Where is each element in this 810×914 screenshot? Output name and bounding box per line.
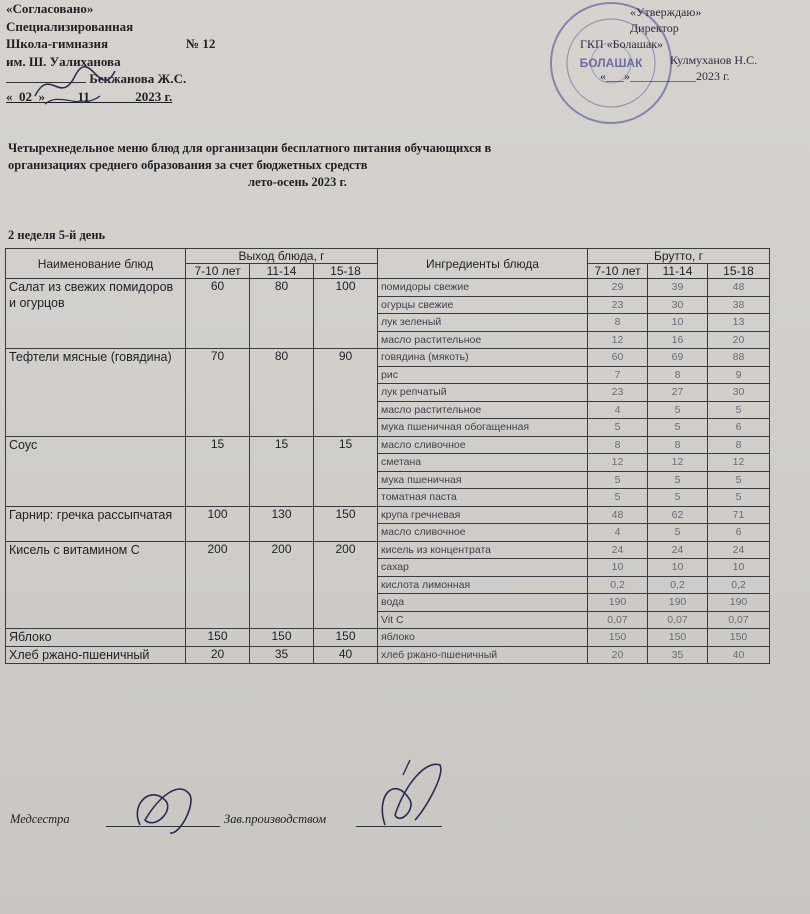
ingredient-gross-3: 12 [708, 454, 770, 472]
production-signature [355, 755, 455, 835]
ingredient-name: сметана [378, 454, 588, 472]
header-gross-age-1: 7-10 лет [588, 264, 648, 279]
ingredient-name: мука пшеничная обогащенная [378, 419, 588, 437]
ingredient-name: мука пшеничная [378, 471, 588, 489]
dish-output-1: 150 [186, 629, 250, 647]
director-block [560, 4, 805, 84]
ingredient-name: рис [378, 366, 588, 384]
ingredient-gross-1: 7 [588, 366, 648, 384]
ingredient-gross-3: 8 [708, 436, 770, 454]
dish-output-1: 100 [186, 506, 250, 541]
ingredient-gross-1: 12 [588, 331, 648, 349]
stamp-text: БОЛАШАК [579, 56, 643, 70]
ingredient-name: кисель из концентрата [378, 541, 588, 559]
ingredient-gross-2: 12 [648, 454, 708, 472]
ingredient-name: масло растительное [378, 331, 588, 349]
header-dish-name: Наименование блюд [6, 249, 186, 279]
ingredient-gross-1: 5 [588, 419, 648, 437]
ingredient-gross-1: 10 [588, 559, 648, 577]
ingredient-name: крупа гречневая [378, 506, 588, 524]
dish-name: Яблоко [6, 629, 186, 647]
dish-name: Кисель с витамином С [6, 541, 186, 629]
director-heading: «Утверждаю» [630, 5, 702, 19]
ingredient-gross-2: 30 [648, 296, 708, 314]
approval-school-number: № 12 [186, 36, 216, 51]
menu-table-body [6, 279, 770, 664]
ingredient-gross-2: 5 [648, 489, 708, 507]
dish-output-3: 15 [314, 436, 378, 506]
ingredient-gross-1: 190 [588, 594, 648, 612]
dish-output-3: 90 [314, 349, 378, 437]
director-title: Директор [630, 21, 679, 35]
dish-output-3: 150 [314, 629, 378, 647]
menu-table [5, 248, 770, 664]
dish-output-1: 70 [186, 349, 250, 437]
ingredient-gross-3: 20 [708, 331, 770, 349]
table-row [6, 646, 770, 664]
ingredient-name: яблоко [378, 629, 588, 647]
nurse-label: Медсестра [10, 812, 70, 826]
ingredient-gross-2: 39 [648, 279, 708, 297]
ingredient-gross-1: 23 [588, 296, 648, 314]
ingredient-name: говядина (мякоть) [378, 349, 588, 367]
ingredient-gross-3: 150 [708, 629, 770, 647]
ingredient-gross-1: 4 [588, 524, 648, 542]
dish-output-2: 80 [250, 349, 314, 437]
ingredient-name: огурцы свежие [378, 296, 588, 314]
week-day-label: 2 неделя 5-й день [8, 228, 106, 242]
header-gross-age-2: 11-14 [648, 264, 708, 279]
ingredient-gross-3: 5 [708, 489, 770, 507]
dish-name: Салат из свежих помидоров и огурцов [6, 279, 186, 349]
ingredient-gross-2: 5 [648, 524, 708, 542]
dish-output-1: 60 [186, 279, 250, 349]
dish-output-2: 200 [250, 541, 314, 629]
ingredient-gross-1: 29 [588, 279, 648, 297]
approval-date: «_02_»_____11_______2023 г. [6, 88, 173, 104]
dish-output-2: 35 [250, 646, 314, 664]
header-gross: Брутто, г [588, 249, 770, 264]
ingredient-gross-3: 0,07 [708, 611, 770, 629]
ingredient-gross-3: 10 [708, 559, 770, 577]
ingredient-gross-1: 12 [588, 454, 648, 472]
ingredient-gross-3: 6 [708, 419, 770, 437]
ingredient-gross-3: 71 [708, 506, 770, 524]
header-age-2: 11-14 [250, 264, 314, 279]
ingredient-name: Vit C [378, 611, 588, 629]
ingredient-gross-2: 8 [648, 436, 708, 454]
table-row [6, 349, 770, 367]
approval-signature [30, 56, 120, 116]
table-row [6, 279, 770, 297]
ingredient-gross-2: 16 [648, 331, 708, 349]
ingredient-name: кислота лимонная [378, 576, 588, 594]
ingredient-name: хлеб ржано-пшеничный [378, 646, 588, 664]
ingredient-gross-1: 24 [588, 541, 648, 559]
ingredient-gross-2: 190 [648, 594, 708, 612]
dish-output-2: 130 [250, 506, 314, 541]
title-line-3: лето-осень 2023 г. [248, 175, 347, 189]
header-age-3: 15-18 [314, 264, 378, 279]
dish-name: Тефтели мясные (говядина) [6, 349, 186, 437]
ingredient-gross-3: 9 [708, 366, 770, 384]
dish-output-1: 15 [186, 436, 250, 506]
ingredient-gross-2: 0,07 [648, 611, 708, 629]
ingredient-gross-2: 27 [648, 384, 708, 402]
ingredient-gross-1: 8 [588, 314, 648, 332]
table-row [6, 541, 770, 559]
ingredient-gross-1: 8 [588, 436, 648, 454]
dish-output-2: 15 [250, 436, 314, 506]
ingredient-gross-1: 150 [588, 629, 648, 647]
ingredient-gross-1: 5 [588, 471, 648, 489]
ingredient-gross-3: 24 [708, 541, 770, 559]
director-name: Кулмуханов Н.С. [670, 53, 758, 67]
header-output: Выход блюда, г [186, 249, 378, 264]
dish-output-2: 80 [250, 279, 314, 349]
ingredient-name: помидоры свежие [378, 279, 588, 297]
ingredient-name: лук зеленый [378, 314, 588, 332]
ingredient-gross-2: 69 [648, 349, 708, 367]
approval-heading: «Согласовано» [6, 1, 94, 16]
director-org: ГКП «Болашак» [580, 37, 664, 51]
ingredient-name: томатная паста [378, 489, 588, 507]
ingredient-gross-2: 24 [648, 541, 708, 559]
ingredient-name: масло растительное [378, 401, 588, 419]
dish-output-3: 40 [314, 646, 378, 664]
ingredient-name: сахар [378, 559, 588, 577]
ingredient-gross-3: 38 [708, 296, 770, 314]
ingredient-gross-3: 48 [708, 279, 770, 297]
ingredient-gross-2: 5 [648, 471, 708, 489]
ingredient-name: вода [378, 594, 588, 612]
ingredient-gross-1: 0,2 [588, 576, 648, 594]
ingredient-gross-1: 5 [588, 489, 648, 507]
approval-signer: Бекжанова Ж.С. [89, 71, 187, 86]
dish-output-2: 150 [250, 629, 314, 647]
dish-name: Хлеб ржано-пшеничный [6, 646, 186, 664]
ingredient-gross-3: 13 [708, 314, 770, 332]
header-ingredients: Ингредиенты блюда [378, 249, 588, 279]
title-line-2: организациях среднего образования за счет бюджетных средств [8, 158, 368, 172]
ingredient-gross-3: 5 [708, 471, 770, 489]
ingredient-gross-2: 35 [648, 646, 708, 664]
ingredient-gross-2: 5 [648, 419, 708, 437]
ingredient-gross-2: 150 [648, 629, 708, 647]
table-row [6, 436, 770, 454]
ingredient-name: масло сливочное [378, 436, 588, 454]
title-line-1: Четырехнедельное меню блюд для организации бесплатного питания обучающихся в [8, 141, 492, 155]
ingredient-gross-1: 23 [588, 384, 648, 402]
ingredient-gross-2: 0,2 [648, 576, 708, 594]
ingredient-gross-3: 40 [708, 646, 770, 664]
page-title [8, 140, 608, 191]
ingredient-gross-3: 190 [708, 594, 770, 612]
dish-output-3: 100 [314, 279, 378, 349]
ingredient-gross-3: 30 [708, 384, 770, 402]
ingredient-gross-1: 60 [588, 349, 648, 367]
ingredient-gross-2: 10 [648, 559, 708, 577]
table-row [6, 629, 770, 647]
table-row [6, 506, 770, 524]
dish-output-1: 200 [186, 541, 250, 629]
ingredient-gross-1: 48 [588, 506, 648, 524]
ingredient-gross-2: 8 [648, 366, 708, 384]
ingredient-gross-3: 88 [708, 349, 770, 367]
ingredient-gross-2: 62 [648, 506, 708, 524]
ingredient-gross-1: 4 [588, 401, 648, 419]
ingredient-gross-2: 5 [648, 401, 708, 419]
header-row-1 [6, 249, 770, 264]
dish-output-1: 20 [186, 646, 250, 664]
production-label: Зав.производством [224, 812, 327, 826]
ingredient-name: лук репчатый [378, 384, 588, 402]
dish-name: Гарнир: гречка рассыпчатая [6, 506, 186, 541]
ingredient-gross-3: 5 [708, 401, 770, 419]
approval-name-line: им. Ш. Уалиханова [6, 53, 121, 69]
nurse-signature [120, 775, 210, 840]
ingredient-gross-2: 10 [648, 314, 708, 332]
ingredient-gross-3: 6 [708, 524, 770, 542]
dish-output-3: 150 [314, 506, 378, 541]
approval-org-line: Специализированная [6, 18, 134, 34]
dish-name: Соус [6, 436, 186, 506]
header-age-1: 7-10 лет [186, 264, 250, 279]
ingredient-gross-1: 0,07 [588, 611, 648, 629]
ingredient-name: масло сливочное [378, 524, 588, 542]
director-date: «___»___________2023 г. [600, 69, 730, 83]
approval-school-line: Школа-гимназия [6, 36, 109, 51]
ingredient-gross-3: 0,2 [708, 576, 770, 594]
ingredient-gross-1: 20 [588, 646, 648, 664]
dish-output-3: 200 [314, 541, 378, 629]
header-gross-age-3: 15-18 [708, 264, 770, 279]
